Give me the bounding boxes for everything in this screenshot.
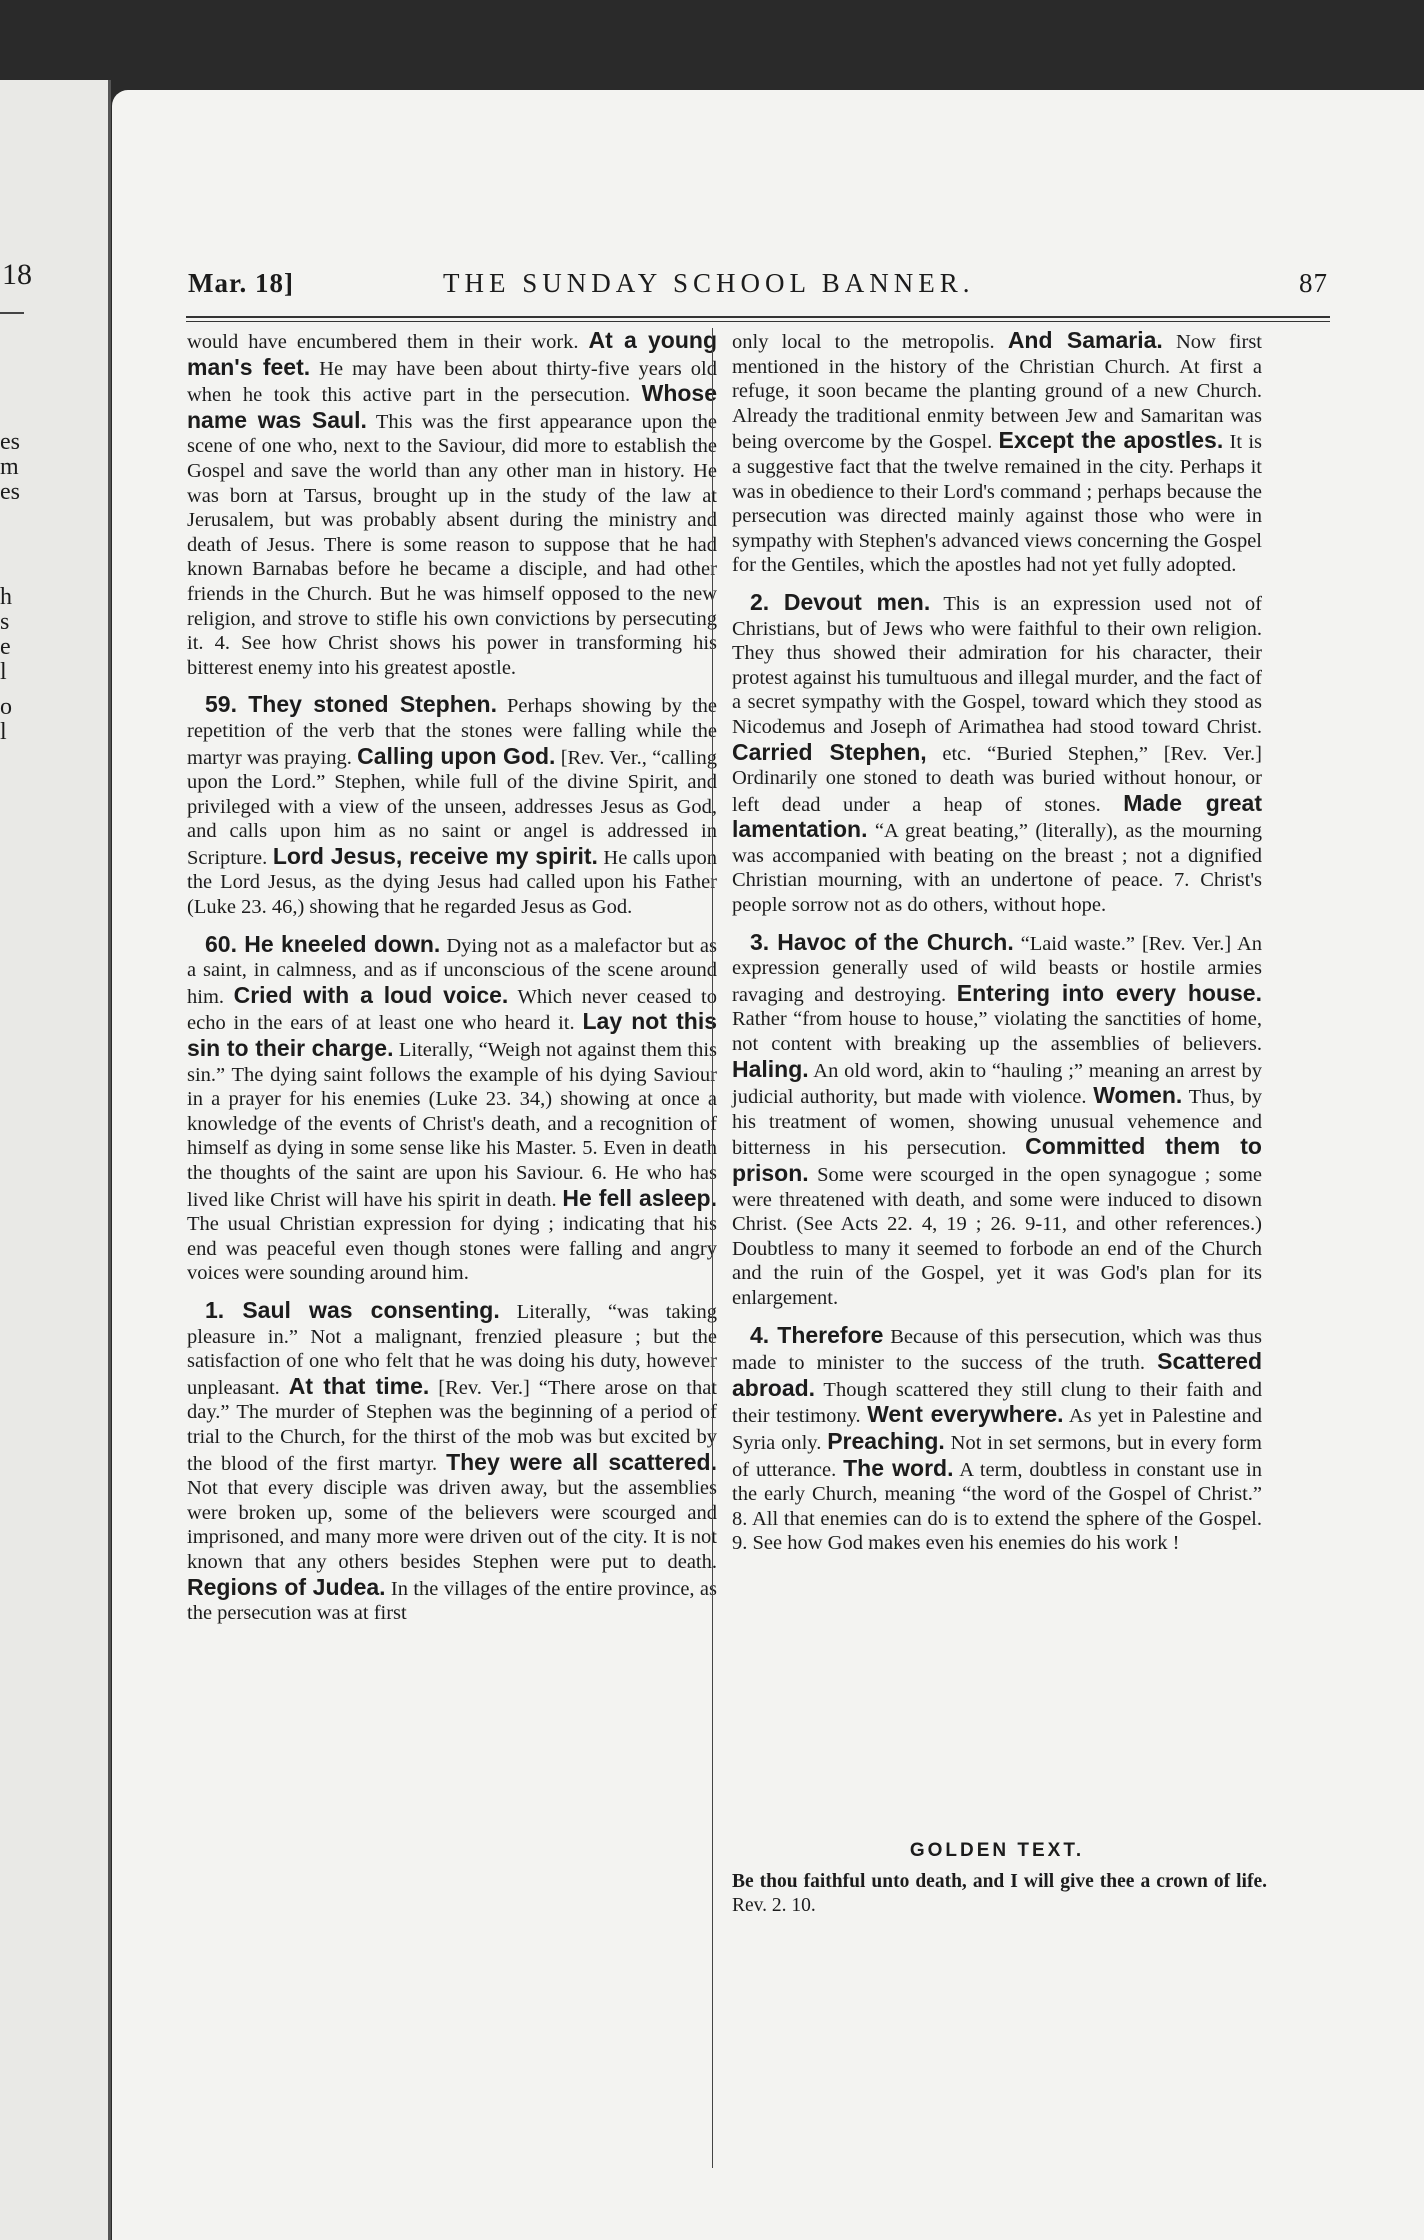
headword: 60. He kneeled down.: [205, 930, 441, 957]
body-text: It is a suggestive fact that the twelve remained in the city. Perhaps it was in obedience to their Lord's command ; perhaps because the persecution was directed mainly against those who were in sympathy with Stephen's advanced views concerning the Gospel for the Gentiles, which the apostles had not yet fully adopted.: [732, 431, 1262, 577]
column-divider: [712, 328, 713, 2168]
paragraph: [732, 1323, 1262, 1556]
body-text: This is an expression used not of Christians, but of Jews who were faithful to their own religion. They thus showed their admiration for his character, their protest against his tumultuous and illegal murder, and the fact of a secret sympathy with the Gospel, toward which they stood as Nicodemus and Joseph of Arimathea had stood toward Christ.: [732, 592, 1262, 738]
body-text: In the villages of the entire province, as the persecution was at first: [187, 1577, 717, 1625]
headword: Carried Stephen,: [732, 738, 927, 765]
body-text: Literally, “was taking pleasure in.” Not a malignant, frenzied pleasure ; but the satisfaction of one who felt that he was doing his duty, however unpleasant.: [187, 1300, 717, 1399]
header-page-number: 87: [1299, 268, 1328, 298]
body-text: Not that every disciple was driven away, but the assemblies were broken up, some of the believers were scourged and imprisoned, and many more were driven out of the city. It is not known that any others besides Stephen were put to death.: [187, 1477, 717, 1573]
paragraph: [732, 328, 1262, 578]
headword: 4. Therefore: [750, 1321, 884, 1348]
paragraph: [187, 932, 717, 1286]
headword: 3. Havoc of the Church.: [750, 928, 1014, 955]
header-title: THE SUNDAY SCHOOL BANNER.: [443, 268, 975, 298]
body-text: “Laid waste.” [Rev. Ver.] An expression generally used of wild beasts or hostile armies ravaging and destroying.: [732, 932, 1262, 1006]
header-date: Mar. 18]: [188, 268, 294, 298]
adjacent-page-edge: [0, 80, 111, 2240]
headword: Committed them to prison.: [732, 1133, 1262, 1186]
headword: At that time.: [288, 1372, 430, 1399]
body-text: Perhaps showing by the repetition of the verb that the stones were falling while the martyr was praying.: [187, 695, 717, 769]
headword: Lay not this sin to their charge.: [187, 1008, 718, 1062]
paragraph: [187, 1298, 717, 1626]
body-text: Dying not as a malefactor but as a saint, in calmness, and as if unconscious of the scene around him.: [187, 934, 717, 1008]
adjacent-text-fragment: l: [0, 659, 7, 685]
paragraph: [732, 930, 1262, 1311]
body-text: Not in set sermons, but in every form of utterance.: [732, 1431, 1262, 1481]
headword: At a young man's feet.: [187, 327, 717, 380]
body-text: This was the first appearance upon the scene of one who, next to the Saviour, did more to establish the Gospel and save the world than any other man in history. He was born at Tarsus, brought up in the study of the law at Jerusalem, but was probably absent during the ministry and death of Jesus. There is some reason to suppose that he had known Barnabas before he became a disciple, and had other friends in the Church. But he was himself opposed to the new religion, and strove to stifle his own convictions by persecuting it. 4. See how Christ shows his power in transforming his bitterest enemy into his greatest apostle.: [187, 410, 717, 679]
body-text: He may have been about thirty-five years old when he took this active part in the persecution.: [187, 357, 718, 407]
headword: Scattered abroad.: [732, 1348, 1262, 1401]
headword: 59. They stoned Stephen.: [205, 691, 498, 718]
header-rule: [186, 316, 1330, 322]
body-text: Thus, by his treatment of women, showing unusual vehemence and bitterness in his persecution.: [732, 1086, 1262, 1160]
background-top: [0, 0, 1424, 95]
body-text: Rather “from house to house,” violating the sanctities of home, not content with breaking up the assemblies of believers.: [732, 1008, 1262, 1056]
body-text: “A great beating,” (literally), as the mourning was accompanied with beating on the breast ; not a dignified Christian mourning, with an undertone of peace. 7. Christ's people sorrow not as do others, without hope.: [732, 820, 1262, 917]
adjacent-text-fragment: es: [0, 479, 20, 505]
body-text: An old word, akin to “hauling ;” meaning an arrest by judicial authority, but made with violence.: [732, 1059, 1262, 1109]
headword: Whose name was Saul.: [187, 380, 717, 433]
paragraph: [732, 590, 1262, 918]
body-text: etc. “Buried Stephen,” [Rev. Ver.] Ordinarily one stoned to death was buried without honour, or left dead under a heap of stones.: [732, 742, 1263, 816]
adjacent-text-fragment: s: [0, 609, 10, 635]
paragraph: [187, 692, 717, 919]
page: [112, 90, 1424, 2240]
headword: 1. Saul was consenting.: [205, 1296, 500, 1323]
body-text: Literally, “Weigh not against them this sin.” The dying saint follows the example of his dying Saviour in a prayer for his enemies (Luke 23. 34,) showing at once a knowledge of the events of Christ's death, and a recognition of himself as dying in some sense like his Master. 5. Even in death the thoughts of the saint are upon his Saviour. 6. He who has lived like Christ will have his spirit in death.: [187, 1039, 717, 1211]
headword: Regions of Judea.: [187, 1573, 386, 1600]
body-text: Though scattered they still clung to their faith and their testimony.: [732, 1378, 1262, 1428]
headword: Cried with a loud voice.: [233, 981, 509, 1008]
body-text: He calls upon the Lord Jesus, as the dying Jesus had called upon his Father (Luke 23. 46,) showing that he regarded Jesus as God.: [187, 846, 717, 919]
body-text: [Rev. Ver.] “There arose on that day.” The murder of Stephen was the beginning of a period of trial to the Church, for the thirst of the mob was but excited by the blood of the first martyr.: [187, 1376, 717, 1475]
running-header: [188, 268, 1328, 308]
headword: Calling upon God.: [357, 742, 556, 769]
headword: He fell asleep.: [562, 1184, 717, 1211]
adjacent-page-number: 18: [2, 258, 32, 291]
adjacent-text-fragment: h: [0, 584, 12, 610]
body-text: Which never ceased to echo in the ears of at least one who heard it.: [187, 985, 717, 1035]
body-text: Some were scourged in the open synagogue ; some were threatened with death, and some were induced to disown Christ. (See Acts 22. 4, 19 ; 26. 9-11, and other references.) Doubtless to many it seemed to forbode an end of the Church and the ruin of the Gospel, yet it was God's plan for its enlargement.: [732, 1164, 1262, 1309]
adjacent-text-fragment: l: [0, 719, 7, 745]
body-text: The usual Christian expression for dying ; indicating that his end was peaceful even though stones were falling and angry voices were sounding around him.: [187, 1213, 717, 1285]
golden-text-verse: Be thou faithful unto death, and I will give thee a crown of life.: [732, 1871, 1267, 1892]
headword: Went everywhere.: [867, 1401, 1064, 1428]
golden-text: [732, 1870, 1267, 1918]
left-column: [187, 328, 717, 1638]
body-text: Now first mentioned in the history of the Christian Church. At first a refuge, it soon became the planting ground of a new Church. Already the traditional enmity between Jew and Samaritan was being overcome by the Gospel.: [732, 331, 1262, 454]
headword: The word.: [843, 1454, 954, 1481]
adjacent-page-rule: [0, 312, 24, 314]
body-text: would have encumbered them in their work.: [187, 331, 589, 353]
golden-text-reference: Rev. 2. 10.: [732, 1895, 816, 1916]
right-column: [732, 328, 1262, 1568]
headword: Made great lamentation.: [732, 789, 1262, 843]
body-text: only local to the metropolis.: [732, 331, 1008, 353]
headword: Lord Jesus, receive my spirit.: [272, 842, 598, 869]
headword: Women.: [1093, 1082, 1183, 1109]
body-text: A term, doubtless in constant use in the early Church, meaning “the word of the Gospel of Christ.” 8. All that enemies can do is to extend the sphere of the Gospel. 9. See how God makes even his enemies do his work !: [732, 1458, 1262, 1555]
body-text: [Rev. Ver., “calling upon the Lord.” Stephen, while full of the divine Spirit, and privileged with a view of the unseen, addresses Jesus as God, and calls upon him as no saint or angel is addressed in Scripture.: [187, 746, 717, 869]
headword: And Samaria.: [1007, 327, 1163, 353]
headword: 2. Devout men.: [750, 588, 931, 615]
adjacent-text-fragment: es: [0, 429, 20, 455]
headword: They were all scattered.: [446, 1448, 717, 1475]
adjacent-text-fragment: e: [0, 634, 11, 660]
headword: Preaching.: [827, 1427, 945, 1454]
adjacent-text-fragment: m: [0, 454, 19, 480]
body-text: As yet in Palestine and Syria only.: [732, 1405, 1262, 1454]
adjacent-text-fragment: o: [0, 694, 12, 720]
headword: Except the apostles.: [998, 427, 1224, 454]
headword: Haling.: [732, 1055, 809, 1082]
golden-text-heading: GOLDEN TEXT.: [909, 1840, 1085, 1861]
headword: Entering into every house.: [956, 979, 1262, 1006]
paragraph: [187, 328, 717, 680]
body-text: Because of this persecution, which was thus made to minister to the success of the truth.: [732, 1325, 1263, 1375]
